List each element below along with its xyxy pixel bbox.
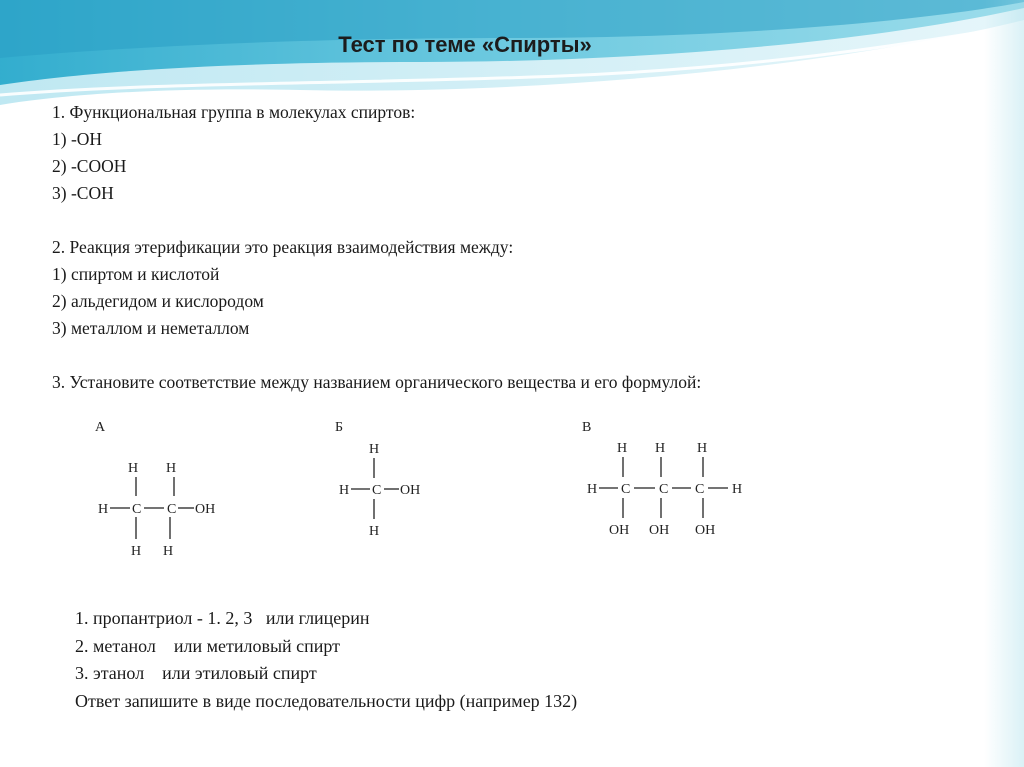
- question-2-option-1: 1) спиртом и кислотой: [52, 264, 220, 284]
- structure-v-atom: OH: [649, 523, 670, 538]
- structure-a-atom: H: [128, 461, 139, 476]
- question-3-text: 3. Установите соответствие между названием органического вещества и его формулой:: [52, 372, 702, 392]
- question-2: [52, 234, 513, 342]
- structure-b: [300, 410, 500, 550]
- structure-v-atom: H: [697, 441, 708, 456]
- answer-option-3: 3. этанол или этиловый спирт: [75, 663, 317, 683]
- question-3: [52, 369, 701, 396]
- answer-option-1: 1. пропантриол - 1. 2, 3 или глицерин: [75, 608, 370, 628]
- structure-a-atom: H: [131, 544, 142, 559]
- structure-v-atom: H: [617, 441, 628, 456]
- structure-b-atom: OH: [400, 483, 421, 498]
- structure-b-atom: H: [369, 442, 380, 457]
- question-1-option-3: 3) -СОН: [52, 183, 114, 203]
- structure-b-letter: Б: [335, 420, 344, 435]
- structure-b-atom: H: [369, 524, 380, 539]
- question-1-option-2: 2) -СООН: [52, 156, 127, 176]
- question-1-text: 1. Функциональная группа в молекулах спиртов:: [52, 102, 416, 122]
- structure-a-atom: H: [163, 544, 174, 559]
- structure-v-atom: C: [621, 482, 631, 497]
- structure-v-atom: C: [695, 482, 705, 497]
- page-title: Тест по теме «Спирты»: [338, 32, 592, 57]
- structure-a-atom: C: [167, 502, 177, 517]
- answer-option-2: 2. метанол или метиловый спирт: [75, 635, 341, 656]
- structure-v: [560, 410, 780, 550]
- structure-v-atom: H: [655, 441, 666, 456]
- structure-v-atom: C: [659, 482, 669, 497]
- question-1-option-1: 1) -ОН: [52, 129, 103, 149]
- structure-a-bonds: [110, 477, 194, 539]
- structure-v-atom: H: [732, 482, 743, 497]
- answer-instruction: Ответ запишите в виде последовательности цифр (например 132): [75, 690, 578, 711]
- answer-options: [75, 605, 577, 715]
- structure-b-atom: C: [372, 483, 382, 498]
- right-edge-decoration: [984, 0, 1024, 767]
- structure-a-atom: H: [166, 461, 177, 476]
- question-2-text: 2. Реакция этерификации это реакция взаимодействия между:: [52, 237, 514, 257]
- structure-a-letter: А: [95, 420, 106, 435]
- question-2-option-3: 3) металлом и неметаллом: [52, 318, 250, 338]
- structure-a-atom: C: [132, 502, 142, 517]
- structure-v-atom: OH: [609, 523, 630, 538]
- structure-v-atom: OH: [695, 523, 716, 538]
- structure-a-atom: H: [98, 502, 109, 517]
- structure-b-atom: H: [339, 483, 350, 498]
- structure-a-atom: OH: [195, 502, 216, 517]
- question-1: [52, 99, 415, 207]
- question-2-option-2: 2) альдегидом и кислородом: [52, 291, 264, 311]
- structure-v-atom: H: [587, 482, 598, 497]
- structure-a: [0, 410, 260, 570]
- structure-v-letter: В: [582, 420, 592, 435]
